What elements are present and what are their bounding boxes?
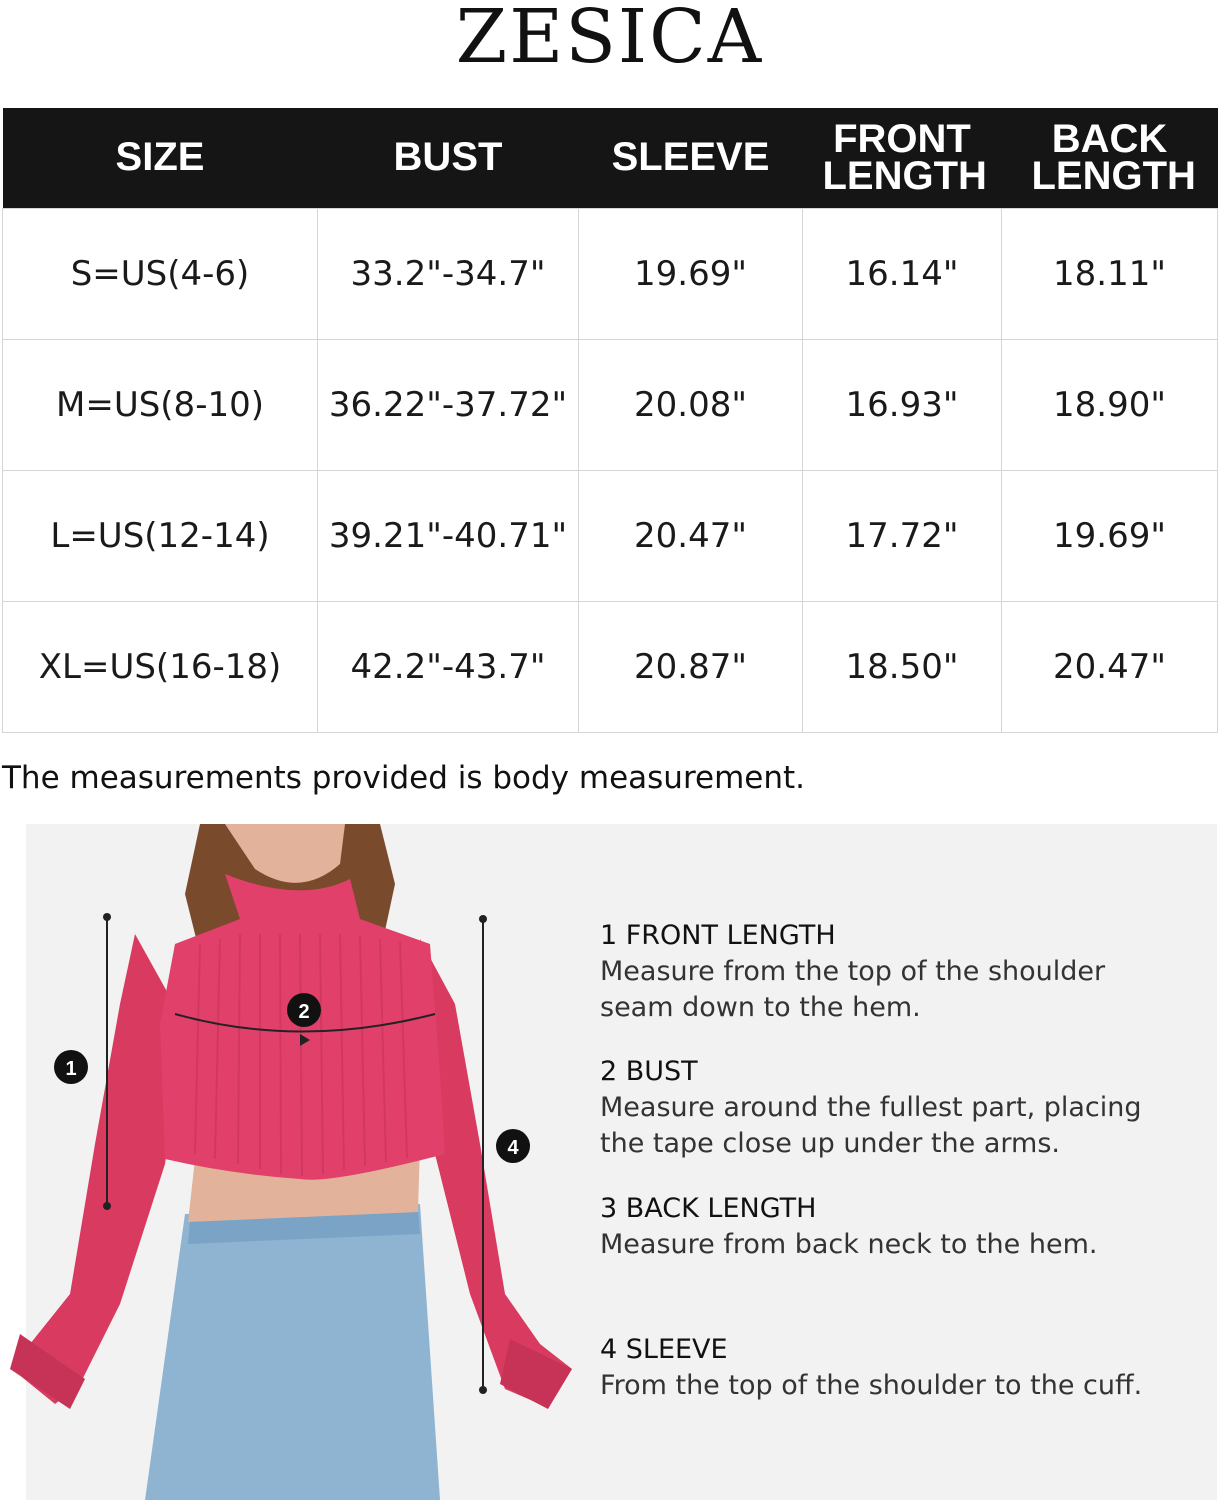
sleeve-top-dot bbox=[479, 915, 487, 923]
size-chart-table bbox=[2, 108, 1218, 733]
header-size: SIZE bbox=[3, 108, 318, 208]
guide-back-length bbox=[600, 1191, 1200, 1263]
table-row bbox=[3, 601, 1218, 732]
marker-4 bbox=[496, 1129, 530, 1163]
header-bust: BUST bbox=[318, 108, 579, 208]
cell-front-length: 18.50" bbox=[803, 601, 1002, 732]
svg-text:1: 1 bbox=[65, 1058, 77, 1080]
cell-sleeve: 20.87" bbox=[579, 601, 803, 732]
brand-logo: ZESICA bbox=[455, 0, 764, 80]
header-back-length: BACK LENGTH bbox=[1002, 108, 1218, 208]
guide-title: 2 BUST bbox=[600, 1056, 698, 1087]
guide-front-length bbox=[600, 918, 1200, 1026]
cell-back-length: 18.90" bbox=[1002, 339, 1218, 470]
cell-front-length: 16.14" bbox=[803, 208, 1002, 339]
cell-size: XL=US(16-18) bbox=[3, 601, 318, 732]
table-header-row bbox=[3, 108, 1218, 208]
front-length-bottom-dot bbox=[103, 1202, 111, 1210]
cell-back-length: 18.11" bbox=[1002, 208, 1218, 339]
guide-description-line: Measure from back neck to the hem. bbox=[600, 1229, 1098, 1260]
sweater-right-sleeve bbox=[415, 939, 572, 1404]
svg-text:4: 4 bbox=[507, 1137, 519, 1159]
jeans-shape bbox=[145, 1204, 440, 1500]
sweater-left-sleeve bbox=[12, 934, 185, 1404]
cell-back-length: 19.69" bbox=[1002, 470, 1218, 601]
guide-description-line: Measure from the top of the shoulder bbox=[600, 956, 1106, 987]
guide-description-line: From the top of the shoulder to the cuff. bbox=[600, 1370, 1143, 1401]
guide-bust bbox=[600, 1054, 1200, 1162]
cell-size: M=US(8-10) bbox=[3, 339, 318, 470]
cell-sleeve: 20.47" bbox=[579, 470, 803, 601]
guide-description-line: Measure around the fullest part, placing bbox=[600, 1092, 1142, 1123]
cell-bust: 33.2"-34.7" bbox=[318, 208, 579, 339]
cell-sleeve: 20.08" bbox=[579, 339, 803, 470]
svg-text:2: 2 bbox=[298, 1001, 310, 1023]
cell-sleeve: 19.69" bbox=[579, 208, 803, 339]
cell-size: L=US(12-14) bbox=[3, 470, 318, 601]
measurement-note: The measurements provided is body measurement. bbox=[2, 760, 806, 796]
header-sleeve: SLEEVE bbox=[579, 108, 803, 208]
marker-2 bbox=[287, 993, 321, 1027]
guide-sleeve bbox=[600, 1332, 1200, 1404]
cell-size: S=US(4-6) bbox=[3, 208, 318, 339]
cell-front-length: 16.93" bbox=[803, 339, 1002, 470]
guide-description-line: seam down to the hem. bbox=[600, 992, 921, 1023]
table-row bbox=[3, 470, 1218, 601]
guide-title: 3 BACK LENGTH bbox=[600, 1193, 817, 1224]
model-illustration bbox=[0, 824, 600, 1500]
table-row bbox=[3, 339, 1218, 470]
marker-1 bbox=[54, 1050, 88, 1084]
front-length-top-dot bbox=[103, 913, 111, 921]
guide-title: 1 FRONT LENGTH bbox=[600, 920, 836, 951]
header-front-length: FRONT LENGTH bbox=[803, 108, 1002, 208]
guide-title: 4 SLEEVE bbox=[600, 1334, 728, 1365]
cell-back-length: 20.47" bbox=[1002, 601, 1218, 732]
table-row bbox=[3, 208, 1218, 339]
cell-bust: 36.22"-37.72" bbox=[318, 339, 579, 470]
cell-bust: 42.2"-43.7" bbox=[318, 601, 579, 732]
sleeve-bottom-dot bbox=[479, 1386, 487, 1394]
cell-bust: 39.21"-40.71" bbox=[318, 470, 579, 601]
cell-front-length: 17.72" bbox=[803, 470, 1002, 601]
guide-description-line: the tape close up under the arms. bbox=[600, 1128, 1060, 1159]
